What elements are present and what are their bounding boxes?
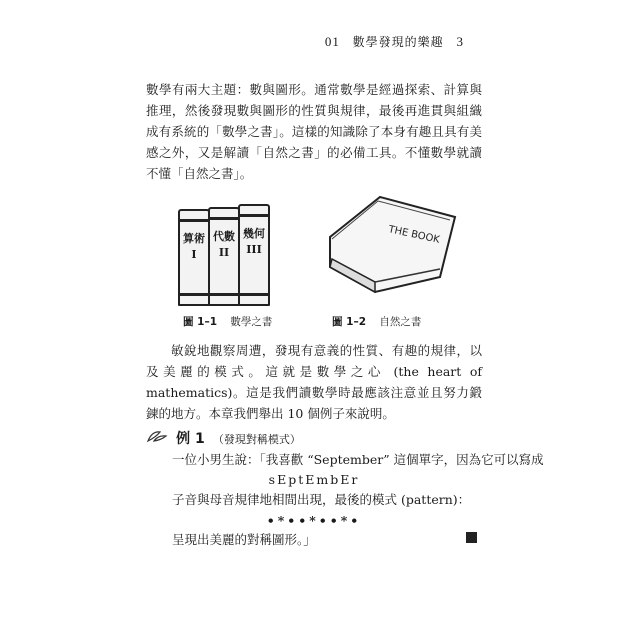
book-title: 幾何 III — [243, 227, 265, 256]
caption-text: 數學之書 — [230, 316, 273, 328]
book-of-nature-illustration — [320, 187, 460, 297]
intro-paragraph: 數學有兩大主題：數與圖形。通常數學是經過探索、計算與推理，然後發現數與圖形的性質與規律，最後再進貫與組織成有系統的「數學之書」。這樣的知識除了本身有趣且具有美感之外，又是解讀「自然之書」的必備工具。不懂數學就讀不懂「自然之書」。 — [146, 82, 482, 181]
caption-text: 自然之書 — [379, 316, 422, 328]
page-number: 3 — [456, 34, 464, 49]
figure-area — [170, 182, 470, 302]
example-pattern: •*••*••*• — [266, 513, 362, 528]
book-title: 代數 II — [213, 230, 235, 259]
end-of-example-mark — [466, 532, 477, 543]
book-title: 算術 I — [183, 232, 205, 261]
leaf-icon — [146, 429, 168, 447]
second-paragraph: 敏銳地觀察周遭，發現有意義的性質、有趣的規律，以及美麗的模式。這就是數學之心 (the heart of mathematics)。這是我們讀數學時最應該注意並且努力鍛鍊的地方。本章我們舉出 10 個例子來說明。 — [146, 343, 482, 421]
example-heading — [146, 428, 301, 448]
chapter-number: 01 — [324, 34, 340, 49]
caption-label: 圖 1–2 — [332, 316, 367, 328]
caption-label: 圖 1–1 — [183, 316, 218, 328]
example-line-2: 子音與母音規律地相間出現，最後的模式 (pattern)： — [172, 492, 471, 507]
example-word: sEptEmbEr — [268, 472, 360, 487]
example-line-1: 一位小男生說：「我喜歡 “September” 這個單字，因為它可以寫成 — [172, 452, 544, 467]
book-arithmetic — [178, 209, 210, 306]
figure-caption-2 — [332, 314, 421, 329]
book-algebra — [208, 207, 240, 306]
example-line-3: 呈現出美麗的對稱圖形。」 — [172, 532, 316, 547]
chapter-title: 數學發現的樂趣 — [352, 35, 444, 49]
example-subtitle: （發現對稱模式） — [212, 433, 301, 446]
figure-caption-1 — [183, 314, 272, 329]
page-header — [325, 33, 472, 50]
big-book-label: THE BOOK — [387, 224, 441, 246]
book-geometry — [238, 204, 270, 306]
example-label: 例 1 — [176, 431, 205, 447]
